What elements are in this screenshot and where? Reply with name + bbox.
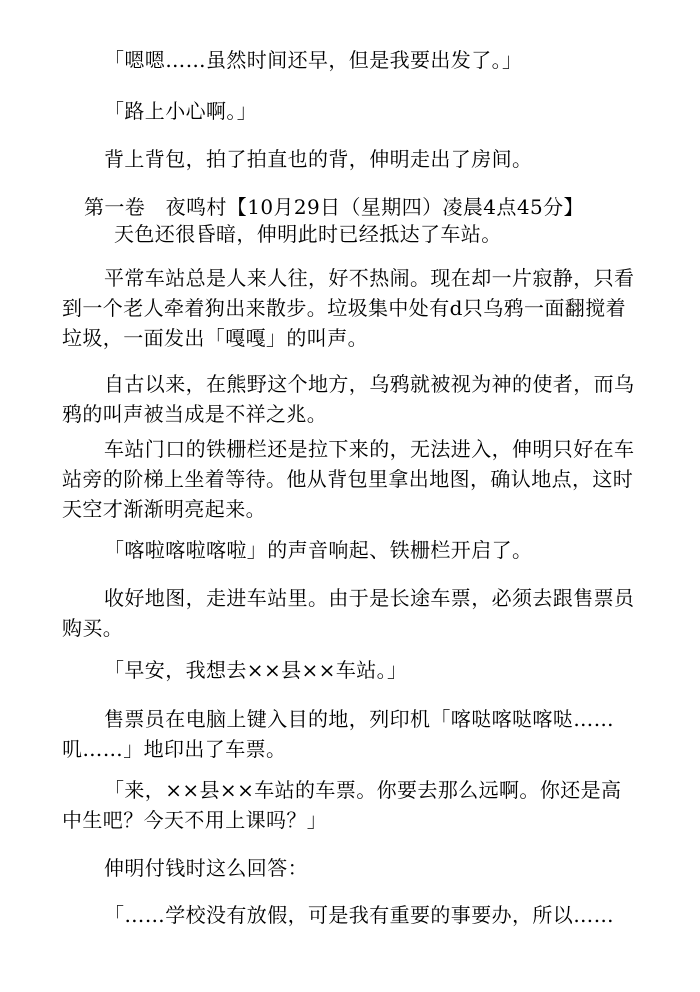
paragraph: 平常车站总是人来人往，好不热闹。现在却一片寂静，只看到一个老人牵着狗出来散步。垃圾集中处有d只乌鸦一面翻搅着垃圾，一面发出「嘎嘎」的叫声。	[62, 266, 635, 350]
paragraph: 自古以来，在熊野这个地方，乌鸦就被视为神的使者，而乌鸦的叫声被当成是不祥之兆。	[62, 372, 635, 426]
paragraph: 「嗯嗯……虽然时间还早，但是我要出发了。」	[104, 48, 523, 72]
paragraph: 「早安，我想去××县××车站。」	[104, 658, 408, 682]
paragraph: 「……学校没有放假，可是我有重要的事要办，所以……	[104, 903, 614, 927]
paragraph: 车站门口的铁栅栏还是拉下来的，无法进入，伸明只好在车站旁的阶梯上坐着等待。他从背包里拿出地图，确认地点，这时天空才渐渐明亮起来。	[62, 437, 635, 521]
paragraph: 收好地图，走进车站里。由于是长途车票，必须去跟售票员购买。	[62, 586, 635, 640]
paragraph: 背上背包，拍了拍直也的背，伸明走出了房间。	[104, 147, 533, 171]
paragraph: 伸明付钱时这么回答：	[104, 856, 308, 880]
paragraph: 「喀啦喀啦喀啦」的声音响起、铁栅栏开启了。	[104, 538, 533, 562]
paragraph: 「来，××县××车站的车票。你要去那么远啊。你还是高中生吧？今天不用上课吗？」	[62, 778, 622, 832]
paragraph: 售票员在电脑上键入目的地，列印机「喀哒喀哒喀哒……叽……」地印出了车票。	[62, 707, 614, 761]
paragraph: 「路上小心啊。」	[104, 99, 258, 123]
paragraph: 天色还很昏暗，伸明此时已经抵达了车站。	[114, 222, 502, 246]
chapter-heading: 第一卷 夜鸣村【10月29日（星期四）凌晨4点45分】	[84, 195, 584, 219]
